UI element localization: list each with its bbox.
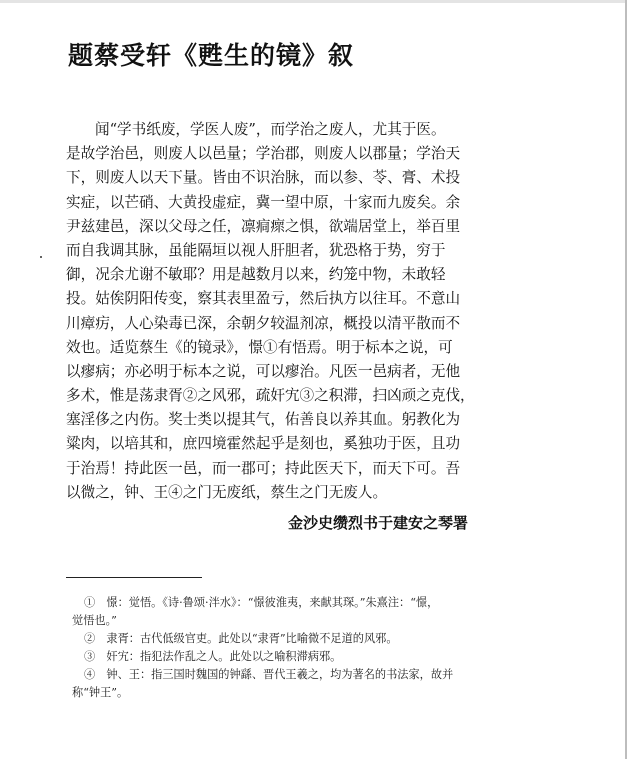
body-line: 投。姑俟阴阳传变，察其表里盈亏，然后执方以往耳。不意山 bbox=[66, 290, 461, 308]
body-line: 于治焉！持此医一邑，而一郡可；持此医天下，而天下可。吾 bbox=[66, 459, 461, 477]
footnote-line: ③ 奸宄：指犯法作乱之人。此处以之喻积滞病邪。 bbox=[84, 650, 342, 663]
body-line: 御，况余尤谢不敏耶？用是越数月以来，约笼中物，未敢轻 bbox=[66, 266, 446, 284]
body-line: 以瘳病；亦必明于标本之说，可以瘳治。凡医一邑病者，无他 bbox=[66, 362, 461, 380]
scan-speck bbox=[40, 256, 42, 258]
body-line: 下，则废人以天下量。皆由不识治脉，而以参、苓、膏、术投 bbox=[66, 169, 461, 187]
footnote-separator bbox=[66, 577, 202, 578]
page-title: 题蔡受轩《甦生的镜》叙 bbox=[68, 41, 355, 70]
scan-edge-top bbox=[0, 0, 627, 3]
footnote-line: 称“钟王”。 bbox=[72, 686, 129, 699]
body-line: 川瘴疠，人心染毒已深，余朝夕较温剂凉，概投以清平散而不 bbox=[66, 314, 461, 332]
body-line: 尹兹建邑，深以父母之任，凛痌瘝之惧，欲端居堂上，举百里 bbox=[66, 217, 461, 235]
body-line: 是故学治邑，则废人以邑量；学治郡，则废人以郡量；学治天 bbox=[66, 145, 461, 163]
body-line: 闻“学书纸废，学医人废”，而学治之废人，尤其于医。 bbox=[95, 121, 446, 138]
body-line: 塞淫侈之内伤。奖士类以提其气，佑善良以养其血。躬教化为 bbox=[66, 411, 461, 429]
body-line: 效也。适览蔡生《的镜录》，憬①有悟焉。明于标本之说，可 bbox=[66, 338, 453, 356]
footnote-line: ④ 钟、王：指三国时魏国的钟繇、晋代王羲之，均为著名的书法家，故并 bbox=[84, 668, 454, 681]
body-line: 粱肉，以培其和，庶四境霍然起乎是刻也，奚独功于医，且功 bbox=[66, 435, 461, 453]
footnote-line: 觉悟也。” bbox=[72, 614, 117, 627]
footnote-line: ① 憬：觉悟。《诗·鲁颂·泮水》：“憬彼淮夷，来献其琛。”朱熹注：“憬， bbox=[84, 596, 439, 609]
body-line: 多术，惟是荡隶胥②之风邪，疏奸宄③之积滞，扫凶顽之克伐， bbox=[66, 387, 475, 405]
body-text bbox=[66, 118, 556, 505]
signature: 金沙史缵烈书于建安之琴署 bbox=[288, 514, 469, 532]
footnote-line: ② 隶胥：古代低级官吏。此处以“隶胥”比喻微不足道的风邪。 bbox=[84, 632, 398, 645]
body-line: 而自我调其脉，虽能隔垣以视人肝胆者，犹恐格于势，穷于 bbox=[66, 241, 446, 259]
footnotes bbox=[72, 594, 544, 702]
body-line: 以微之，钟、王④之门无废纸，蔡生之门无废人。 bbox=[66, 483, 388, 501]
body-line: 实症，以芒硝、大黄投虚症，冀一望中原，十家而九废矣。余 bbox=[66, 193, 461, 211]
